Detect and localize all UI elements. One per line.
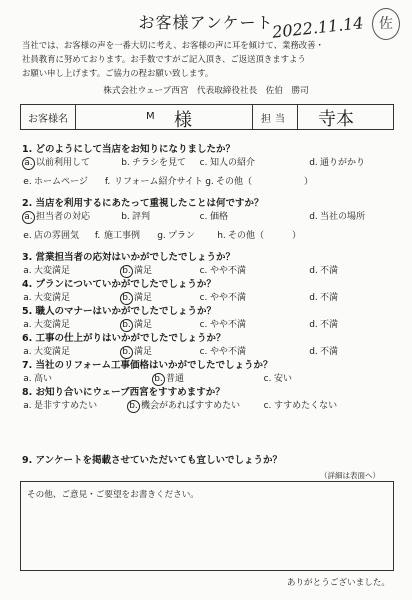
option-f[interactable] [92,228,140,241]
option-d[interactable] [308,344,338,357]
option-marker: d. [309,158,318,168]
customer-name-field[interactable] [76,105,253,129]
option-label: 大変満足 [34,293,71,303]
option-label: 不満 [320,347,339,357]
option-label: 以前利用して [36,158,91,168]
option-marker: c. [199,293,208,303]
approval-seal: 佐 [372,8,400,40]
company-line: 株式会社ウェーブ西宮 代表取締役社長 佐伯 勝司 [103,86,309,96]
option-d[interactable] [308,155,365,168]
option-label: 施工事例 [104,231,141,241]
option-label: 店の雰囲気 [34,231,80,241]
option-marker: h. [217,231,226,241]
question-1: 1. どのようにして当店をお知りになりましたか？ [22,144,236,155]
option-marker: a. [23,374,32,384]
page-title: お客様アンケート [138,13,274,32]
option-c[interactable] [198,155,255,168]
option-a[interactable] [22,317,70,330]
intro-line: 当社では、お客様の声を一番大切に考え、お客様の声に耳を傾けて、業務改善・ [22,40,324,50]
option-a[interactable] [22,209,90,224]
thanks-text: ありがとうございました。 [286,578,390,588]
option-label: 大変満足 [34,320,71,330]
option-label: 不満 [320,320,339,330]
circled-marker: b. [120,265,133,278]
option-a[interactable] [22,155,90,170]
question-2: 2. 当店を利用するにあたって重視したことは何ですか？ [22,198,264,209]
option-label: 当社の場所 [320,212,366,222]
option-label: 評判 [132,212,151,222]
option-a[interactable] [22,290,70,303]
option-marker: d. [309,320,318,330]
question-5: 5. 職人のマナーはいかがでしたでしょうか？ [22,306,217,317]
circled-marker: a. [22,157,35,170]
option-marker: d. [309,212,318,222]
circled-marker: b. [152,373,165,386]
option-label: 大変満足 [34,266,71,276]
option-marker: e. [23,177,32,187]
option-c[interactable] [262,398,337,411]
option-d[interactable] [308,317,338,330]
circled-marker: a. [22,211,35,224]
option-marker: c. [199,266,208,276]
option-g[interactable] [204,174,252,187]
question-8: 8. お知り合いにウェーブ西宮をすすめますか？ [22,387,225,398]
option-label: すすめたくない [274,401,338,411]
option-label: 大変満足 [34,347,71,357]
option-label: ） [304,177,314,187]
option-f[interactable] [102,174,203,187]
option-d[interactable] [308,263,338,276]
option-c[interactable] [262,371,292,384]
option-marker: g. [157,231,166,241]
option-a[interactable] [22,371,52,384]
option-e[interactable] [22,228,79,241]
option-d[interactable] [308,209,365,222]
option-marker: f. [94,231,101,241]
q9-note: （詳細は表面へ） [320,471,380,480]
option-c[interactable] [198,263,246,276]
comment-box[interactable] [20,481,394,571]
option-label: 満足 [134,347,153,357]
option-label: 高い [34,374,53,384]
option-label: 普通 [166,374,185,384]
option-label: 満足 [134,320,153,330]
intro-line: 社員教育に努めております。お手数ですがご記入頂き、ご返送頂きますよう [22,54,306,64]
option-label: 担当者の対応 [36,212,91,222]
option-label: ） [292,231,302,241]
intro-line: お願い申し上げます。ご協力の程お願い致します。 [22,68,214,78]
intro-text [22,38,390,80]
option-label: 価格 [210,212,229,222]
option-label: 不満 [320,293,339,303]
option-marker: a. [23,320,32,330]
option-label: 機会があればすすめたい [141,401,241,411]
option-marker: a. [23,347,32,357]
option-label: 通りがかり [320,158,366,168]
option-label: やや不満 [210,320,247,330]
customer-name-label: お客様名 [21,105,76,129]
option-marker: e. [23,231,32,241]
option-marker: c. [199,158,208,168]
option-label: リフォーム紹介サイト [114,177,203,187]
handwritten-date: 2022.11.14 [271,13,365,42]
option-label: その他（ [216,177,253,187]
question-7: 7. 当社のリフォーム工事価格はいかがでしたでしょうか？ [22,360,273,371]
customer-honorific: 様 [174,110,192,131]
option-label: プラン [168,231,196,241]
option-marker: c. [199,320,208,330]
circled-marker: b. [120,292,133,305]
option-d[interactable] [308,290,338,303]
option-c[interactable] [198,209,228,222]
option-h[interactable] [216,228,264,241]
option-marker: c. [263,374,272,384]
question-3: 3. 営業担当者の応対はいかがでしたでしょうか？ [22,252,236,263]
option-g[interactable] [156,228,195,241]
option-label: 満足 [134,293,153,303]
option-label: 知人の紹介 [210,158,256,168]
option-label: 不満 [320,266,339,276]
option-marker: c. [199,347,208,357]
staff-name: 寺本 [318,109,354,130]
option-label: チラシを見て [132,158,187,168]
option-label: やや不満 [210,293,247,303]
customer-initial: M [146,111,155,122]
option-a[interactable] [22,263,70,276]
option-label: やや不満 [210,347,247,357]
option-marker: a. [23,401,32,411]
option-label: ホームページ [34,177,88,187]
comment-label: その他、ご意見・ご要望をお書きください。 [27,490,199,500]
circled-marker: b. [127,400,140,413]
circled-marker: b. [120,346,133,359]
customer-name-row [20,104,394,130]
option-b[interactable] [120,209,150,222]
circled-marker: b. [120,319,133,332]
option-marker: g. [205,177,214,187]
option-marker: d. [309,266,318,276]
option-label: 是非すすめたい [34,401,98,411]
option-marker: f. [104,177,111,187]
option-marker: a. [23,266,32,276]
option-label: その他（ [228,231,265,241]
option-a[interactable] [22,344,70,357]
option-e[interactable] [22,174,88,187]
option-c[interactable] [198,344,246,357]
option-marker: c. [199,212,208,222]
question-9: 9. アンケートを掲載させていただいても宜しいでしょうか？ [22,455,282,466]
option-marker: b. [121,158,130,168]
option-close [304,174,313,187]
option-b[interactable] [120,155,186,168]
option-marker: b. [121,212,130,222]
question-4: 4. プランについていかがでしたでしょうか？ [22,279,216,290]
option-c[interactable] [198,317,246,330]
option-marker: c. [263,401,272,411]
option-label: 満足 [134,266,153,276]
question-6: 6. 工事の仕上がりはいかがでしたでしょうか？ [22,333,226,344]
option-marker: d. [309,293,318,303]
option-c[interactable] [198,290,246,303]
option-marker: a. [23,293,32,303]
option-close [292,228,301,241]
staff-label: 担当 [253,105,298,129]
option-a[interactable] [22,398,97,411]
option-label: 安い [274,374,293,384]
option-marker: d. [309,347,318,357]
option-b[interactable] [127,398,240,413]
staff-name-field[interactable] [298,105,393,129]
option-label: やや不満 [210,266,247,276]
